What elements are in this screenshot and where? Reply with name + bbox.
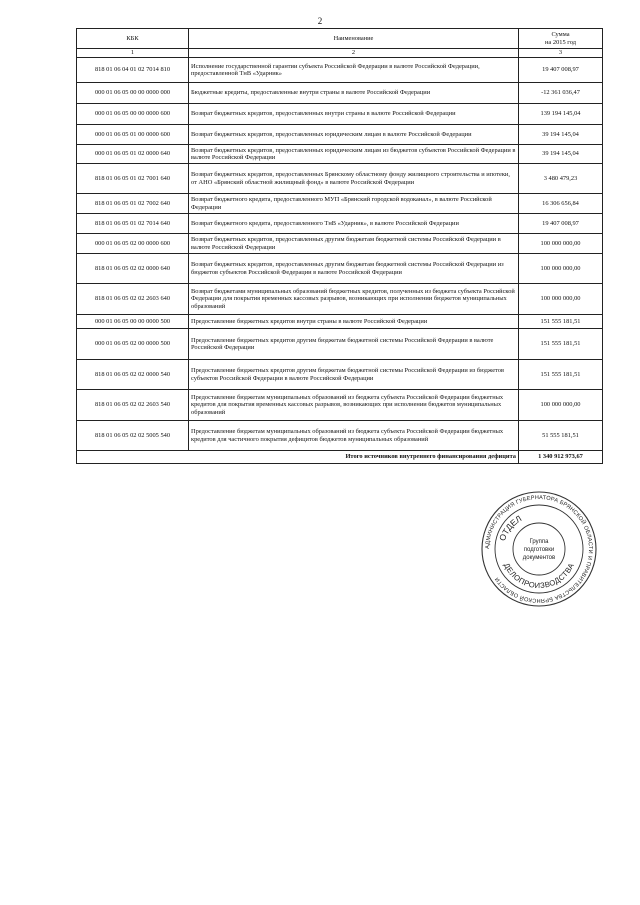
office-stamp <box>480 490 598 608</box>
stamp-department-full: ДЕЛОПРОИЗВОДСТВА <box>502 561 576 591</box>
name-cell: Предоставление бюджетам муниципальных образований из бюджета субъекта Российской Федерации бюджетных кредитов для частичного покрытия дефицитов бюджетов муниципальных образований <box>189 421 519 451</box>
header-name: Наименование <box>189 29 519 49</box>
table-row <box>77 214 603 234</box>
kbk-cell: 000 01 06 05 02 00 0000 600 <box>77 234 189 254</box>
table-row <box>77 145 603 164</box>
table-row <box>77 125 603 145</box>
column-number-row <box>77 49 603 58</box>
sum-cell: 100 000 000,00 <box>519 234 603 254</box>
sum-cell: 19 407 008,97 <box>519 58 603 83</box>
name-cell: Возврат бюджетных кредитов, предоставленных внутри страны в валюте Российской Федерации <box>189 104 519 125</box>
name-cell: Предоставление бюджетам муниципальных образований из бюджета субъекта Российской Федерации бюджетных кредитов для покрытия временных кассовых разрывов, возникающих при исполнении бюджетов муниципальных образований <box>189 390 519 421</box>
kbk-cell: 818 01 06 04 01 02 7014 810 <box>77 58 189 83</box>
kbk-cell: 000 01 06 05 00 00 0000 000 <box>77 83 189 104</box>
sources-table <box>76 28 603 464</box>
kbk-cell: 000 01 06 05 00 00 0000 500 <box>77 315 189 329</box>
header-sum: Сумма на 2015 год <box>519 29 603 49</box>
table-row <box>77 421 603 451</box>
name-cell: Возврат бюджетных кредитов, предоставленных Брянскому областному фонду жилищного строительства и ипотеки, от АНО «Брянский областной жилищный фонд» в валюте Российской Федерации <box>189 164 519 194</box>
sum-cell: 51 555 181,51 <box>519 421 603 451</box>
total-label: Итого источников внутреннего финансирования дефицита <box>77 451 519 464</box>
column-number-1: 1 <box>77 49 189 58</box>
sum-cell: 39 194 145,04 <box>519 125 603 145</box>
stamp-outer-text: АДМИНИСТРАЦИЯ ГУБЕРНАТОРА БРЯНСКОЙ ОБЛАСТИ И ПРАВИТЕЛЬСТВА БРЯНСКОЙ ОБЛАСТИ <box>484 494 594 604</box>
sum-cell: 139 194 145,04 <box>519 104 603 125</box>
sum-cell: 100 000 000,00 <box>519 254 603 284</box>
kbk-cell: 000 01 06 05 01 02 0000 640 <box>77 145 189 164</box>
sum-cell: -12 361 036,47 <box>519 83 603 104</box>
name-cell: Возврат бюджетами муниципальных образований бюджетных кредитов, полученных из бюджета субъекта Российской Федерации для покрытия временных кассовых разрывов, возникающих при исполнении бюджетов муниципальных образований <box>189 284 519 315</box>
table-row <box>77 234 603 254</box>
name-cell: Возврат бюджетных кредитов, предоставленных юридическим лицам из бюджетов субъектов Российской Федерации в валюте Российской Федерации <box>189 145 519 164</box>
sum-cell: 16 306 656,84 <box>519 194 603 214</box>
header-kbk: КБК <box>77 29 189 49</box>
kbk-cell: 818 01 06 05 02 02 2603 540 <box>77 390 189 421</box>
sum-cell: 151 555 181,51 <box>519 360 603 390</box>
table-row <box>77 83 603 104</box>
kbk-cell: 000 01 06 05 01 00 0000 600 <box>77 125 189 145</box>
svg-text:ДЕЛОПРОИЗВОДСТВА <box>502 561 576 590</box>
kbk-cell: 818 01 06 05 02 02 5005 540 <box>77 421 189 451</box>
name-cell: Возврат бюджетных кредитов, предоставленных другим бюджетам бюджетной системы Российской Федерации из бюджетов субъектов Российской Федерации в валюте Российской Федерации <box>189 254 519 284</box>
table-row <box>77 390 603 421</box>
sum-cell: 151 555 181,51 <box>519 329 603 360</box>
table-row <box>77 58 603 83</box>
name-cell: Бюджетные кредиты, предоставленные внутри страны в валюте Российской Федерации <box>189 83 519 104</box>
total-row <box>77 451 603 464</box>
total-sum: 1 340 912 973,67 <box>519 451 603 464</box>
column-number-2: 2 <box>189 49 519 58</box>
kbk-cell: 818 01 06 05 02 02 0000 540 <box>77 360 189 390</box>
kbk-cell: 818 01 06 05 02 02 0000 640 <box>77 254 189 284</box>
table-row <box>77 315 603 329</box>
sum-cell: 151 555 181,51 <box>519 315 603 329</box>
kbk-cell: 818 01 06 05 01 02 7001 640 <box>77 164 189 194</box>
sum-cell: 100 000 000,00 <box>519 284 603 315</box>
kbk-cell: 818 01 06 05 01 02 7014 640 <box>77 214 189 234</box>
stamp-center-line-1: Группа <box>529 539 549 545</box>
sum-cell: 100 000 000,00 <box>519 390 603 421</box>
name-cell: Возврат бюджетных кредитов, предоставленных юридическим лицам в валюте Российской Федерации <box>189 125 519 145</box>
stamp-department: ОТДЕЛ <box>496 513 524 543</box>
name-cell: Предоставление бюджетных кредитов другим бюджетам бюджетной системы Российской Федерации из бюджетов субъектов Российской Федерации в валюте Российской Федерации <box>189 360 519 390</box>
table-row <box>77 360 603 390</box>
sum-cell: 19 407 008,97 <box>519 214 603 234</box>
page-number: 2 <box>317 16 323 26</box>
table-row <box>77 104 603 125</box>
name-cell: Предоставление бюджетных кредитов другим бюджетам бюджетной системы Российской Федерации в валюте Российской Федерации <box>189 329 519 360</box>
kbk-cell: 000 01 06 05 00 00 0000 600 <box>77 104 189 125</box>
name-cell: Возврат бюджетного кредита, предоставленного ТнВ «Ударник», в валюте Российской Федерации <box>189 214 519 234</box>
table-row <box>77 194 603 214</box>
table-row <box>77 164 603 194</box>
table-header-row <box>77 29 603 49</box>
sum-cell: 39 194 145,04 <box>519 145 603 164</box>
stamp-center-line-2: подготовки <box>523 547 555 553</box>
table-row <box>77 254 603 284</box>
stamp-center-line-3: документов <box>522 555 556 561</box>
name-cell: Возврат бюджетных кредитов, предоставленных другим бюджетам бюджетной системы Российской Федерации в валюте Российской Федерации <box>189 234 519 254</box>
kbk-cell: 818 01 06 05 02 02 2603 640 <box>77 284 189 315</box>
name-cell: Исполнение государственной гарантии субъекта Российской Федерации в валюте Российской Федерации, предоставленной ТнВ «Ударник» <box>189 58 519 83</box>
kbk-cell: 818 01 06 05 01 02 7002 640 <box>77 194 189 214</box>
sum-cell: 3 480 479,23 <box>519 164 603 194</box>
name-cell: Возврат бюджетного кредита, предоставленного МУП «Брянский городской водоканал», в валюте Российской Федерации <box>189 194 519 214</box>
name-cell: Предоставление бюджетных кредитов внутри страны в валюте Российской Федерации <box>189 315 519 329</box>
table-row <box>77 329 603 360</box>
kbk-cell: 000 01 06 05 02 00 0000 500 <box>77 329 189 360</box>
column-number-3: 3 <box>519 49 603 58</box>
table-row <box>77 284 603 315</box>
